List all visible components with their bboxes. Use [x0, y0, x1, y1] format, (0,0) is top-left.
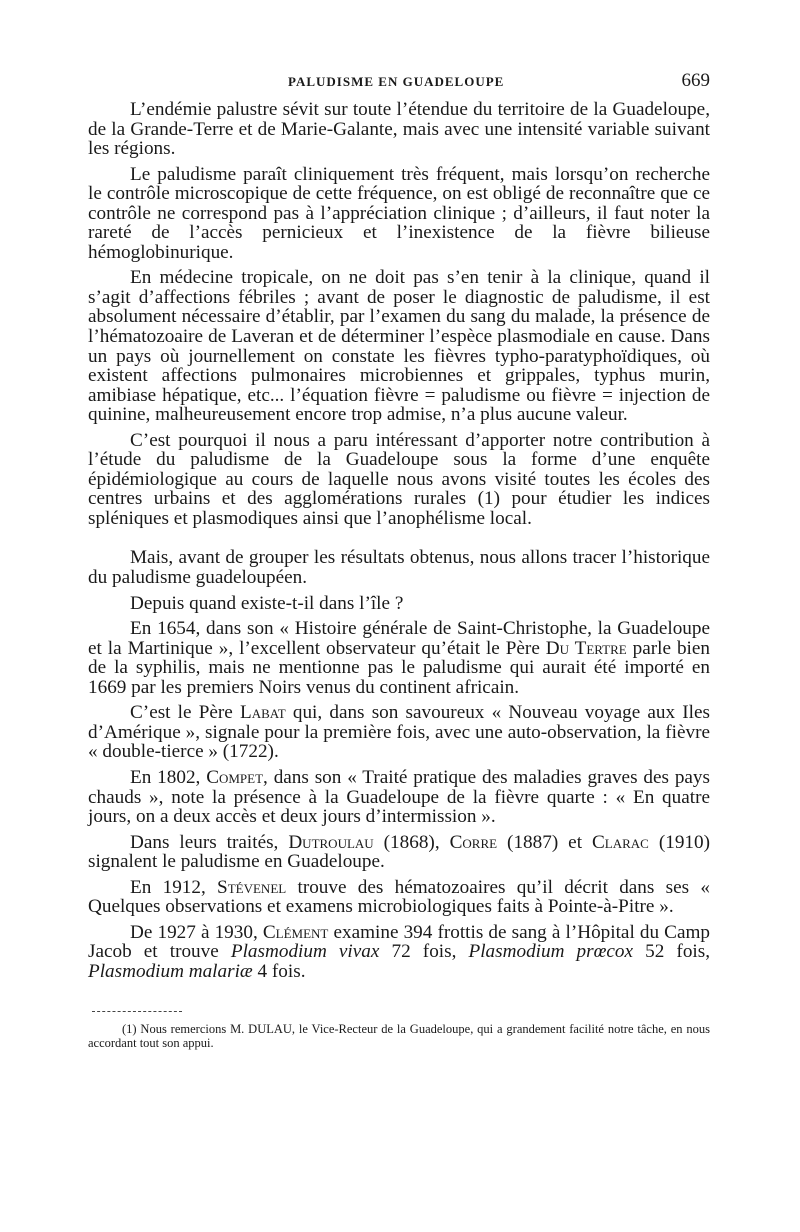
species-name: Plasmodium vivax	[230, 941, 380, 963]
paragraph-8: C’est le Père Labat qui, dans son savoureux « Nouveau voyage aux Iles d’Amérique », signale pour la première fois, avec une auto-observation, la fièvre « double-tierce » (1722).	[88, 702, 710, 763]
paragraph-6: Depuis quand existe-t-il dans l’île ?	[130, 592, 404, 614]
page-number: 669	[681, 70, 710, 91]
author-name: Corre	[449, 831, 498, 853]
paragraph-4: C’est pourquoi il nous a paru intéressant d’apporter notre contribution à l’étude du paludisme de la Guadeloupe sous la forme d’une enquête épidémiologique au cours de laquelle nous avons visité toutes les écoles des centres urbains et des agglomérations rurales (1) pour étudier les indices spléniques et plasmodiques ainsi que l’anophélisme local.	[88, 429, 710, 529]
author-name: Clarac	[592, 831, 649, 853]
paragraph-5: Mais, avant de grouper les résultats obtenus, nous allons tracer l’historique du paludisme guadeloupéen.	[88, 547, 710, 589]
paragraph-9: En 1802, Compet, dans son « Traité pratique des maladies graves des pays chauds », note la présence à la Guadeloupe de la fièvre quarte : « En quatre jours, on a deux accès et deux jours d’intermission ».	[88, 766, 710, 828]
species-name: Plasmodium malariæ	[88, 960, 253, 982]
paragraph-12: De 1927 à 1930, Clément examine 394 frottis de sang à l’Hôpital du Camp Jacob et trouve Plasmodium vivax 72 fois, Plasmodium prœcox 52 fois, Plasmodium malariæ 4 fois.	[88, 921, 711, 982]
paragraph-11: En 1912, Stévenel trouve des hématozoaires qu’il décrit dans ses « Quelques observations et examens microbiologiques faits à Pointe-à-Pitre ».	[88, 876, 710, 918]
paragraph-7: En 1654, dans son « Histoire générale de Saint-Christophe, la Guadeloupe et la Martinique », l’excellent observateur qu’était le Père Du Tertre parle bien de la syphilis, mais ne mentionne pas le paludisme qui aurait été importé en 1669 par les premiers Noirs venus du continent africain.	[88, 618, 710, 698]
footnote-separator	[92, 1011, 182, 1012]
running-header	[88, 70, 710, 94]
paragraph-1: L’endémie palustre sévit sur toute l’étendue du territoire de la Guadeloupe, de la Grande-Terre et de Marie-Galante, mais avec une intensité variable suivant les régions.	[88, 99, 710, 160]
footnote: (1) Nous remercions M. DULAU, le Vice-Recteur de la Guadeloupe, qui a grandement facilité notre tâche, en nous accordant tout son appui.	[88, 1022, 710, 1051]
paragraph-10: Dans leurs traités, Dutroulau (1868), Corre (1887) et Clarac (1910) signalent le paludisme en Guadeloupe.	[88, 831, 710, 873]
paragraph-2: Le paludisme paraît cliniquement très fréquent, mais lorsqu’on recherche le contrôle microscopique de cette fréquence, on est obligé de reconnaître que ce contrôle ne correspond pas à l’appréciation clinique ; d’ailleurs, il faut noter la rareté de l’accès pernicieux et l’inexistence de la fièvre bilieuse hémoglobinurique.	[88, 163, 710, 263]
author-name: Dutroulau	[288, 831, 374, 853]
author-name: Compet	[206, 766, 264, 788]
author-name: Clément	[262, 921, 329, 943]
paragraph-3: En médecine tropicale, on ne doit pas s’en tenir à la clinique, quand il s’agit d’affections fébriles ; avant de poser le diagnostic de paludisme, il est absolument nécessaire d’établir, par l’examen du sang du malade, la présence de l’hématozoaire de Laveran et de déterminer l’espèce plasmodiale en cause. Dans un pays où journellement on constate les fièvres typho-paratyphoïdiques, où existent affections pulmonaires microbiennes et grippales, typhus murin, amibiase hépatique, etc... l’équation fièvre = paludisme ou fièvre = injection de quinine, malheureusement encore trop admise, n’a plus aucune valeur.	[88, 267, 710, 426]
species-name: Plasmodium prœcox	[468, 941, 634, 963]
page	[88, 70, 710, 1050]
body-text	[88, 100, 710, 981]
author-name: Du Tertre	[545, 637, 627, 659]
running-title: PALUDISME EN GUADELOUPE	[288, 74, 505, 89]
author-name: Labat	[240, 702, 286, 724]
author-name: Stévenel	[217, 876, 287, 898]
